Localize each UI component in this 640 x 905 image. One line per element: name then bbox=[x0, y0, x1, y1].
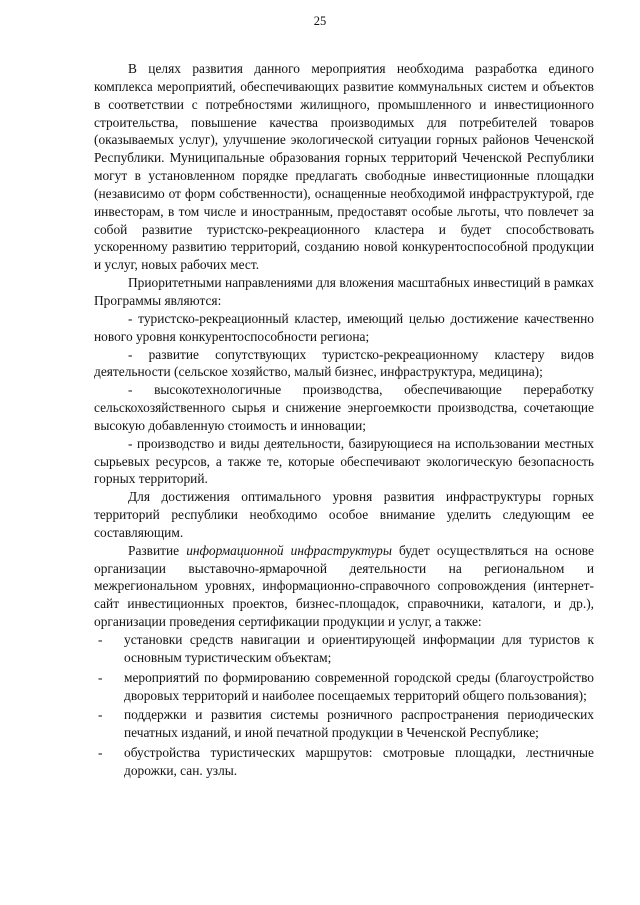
paragraph-lead-text: Развитие bbox=[128, 542, 187, 558]
bullet-marker: - bbox=[98, 669, 103, 685]
paragraph-rest-text: будет осуществляться на основе организации выставочно-ярмарочной деятельности на региональном и межрегиональном уровнях, информационно-справочного сопровождения (интернет-сайт инвестиционных проектов, бизнес-площадок, справочники, каталоги, и др.), организации проведения сертификации продукции и услуг, а также: bbox=[94, 542, 594, 630]
paragraph-information-infrastructure bbox=[94, 542, 594, 631]
list-item-text: установки средств навигации и ориентирующей информации для туристов к основным туристическим объектам; bbox=[124, 632, 594, 665]
paragraph-tourism-cluster: - туристско-рекреационный кластер, имеющий целью достижение качественно нового уровня конкурентоспособности региона; bbox=[94, 310, 594, 344]
page-number: 25 bbox=[313, 14, 327, 28]
paragraph-high-tech-production: - высокотехнологичные производства, обеспечивающие переработку сельскохозяйственного сырья и снижение энергоемкости производства, сочетающие высокую добавленную стоимость и инновации; bbox=[94, 382, 594, 433]
paragraph-investment-platforms: В целях развития данного мероприятия необходима разработка единого комплекса мероприятий, обеспечивающих развитие коммунальных систем и объектов в соответствии с потребностями жилищного, промышленного и инвестиционного строительства, повышение качества производимых для потребителей товаров (оказываемых услуг), улучшение экологической ситуации горных районов Чеченской Республики. Муниципальные образования горных территорий Чеченской Республики могут в установленном порядке предлагать свободные инвестиционные площадки (независимо от форм собственности), оснащенные необходимой инфраструктурой, где инвесторам, в том числе и иностранным, предоставят особые льготы, что повлечет за собой развитие туристско-рекреационного кластера и будет способствовать ускоренному развитию территорий, созданию новой конкурентоспособной продукции и услуг, новых рабочих мест. bbox=[94, 61, 594, 273]
list-item bbox=[94, 631, 594, 667]
list-item-text: поддержки и развития системы розничного распространения периодических печатных изданий, и иной печатной продукции в Чеченской Республике; bbox=[124, 707, 594, 741]
list-item bbox=[94, 744, 594, 780]
paragraph-infrastructure-components: Для достижения оптимального уровня развития инфраструктуры горных территорий республики необходимо особое внимание уделить следующим ее составляющим. bbox=[94, 489, 594, 540]
paragraph-related-activities: - развитие сопутствующих туристско-рекреационному кластеру видов деятельности (сельское хозяйство, малый бизнес, инфраструктура, медицина); bbox=[94, 346, 594, 380]
list-item bbox=[94, 706, 594, 742]
page-body bbox=[94, 60, 594, 782]
bullet-marker: - bbox=[98, 632, 103, 647]
bullet-marker: - bbox=[98, 745, 103, 761]
paragraph-local-resources: - производство и виды деятельности, базирующиеся на использовании местных сырьевых ресурсов, а также те, которые обеспечивают экологическую безопасность горных территорий. bbox=[94, 435, 594, 487]
paragraph-priority-directions: Приоритетными направлениями для вложения масштабных инвестиций в рамках Программы являются: bbox=[94, 275, 594, 308]
list-item bbox=[94, 669, 594, 705]
list-item-text: мероприятий по формированию современной городской среды (благоустройство дворовых территорий и наиболее посещаемых территорий общего пользования); bbox=[124, 669, 594, 703]
bullet-list bbox=[94, 631, 594, 780]
list-item-text: обустройства туристических маршрутов: смотровые площадки, лестничные дорожки, сан. узлы. bbox=[124, 745, 594, 778]
emphasized-term: информационной инфраструктуры bbox=[186, 542, 392, 558]
bullet-marker: - bbox=[98, 707, 103, 723]
